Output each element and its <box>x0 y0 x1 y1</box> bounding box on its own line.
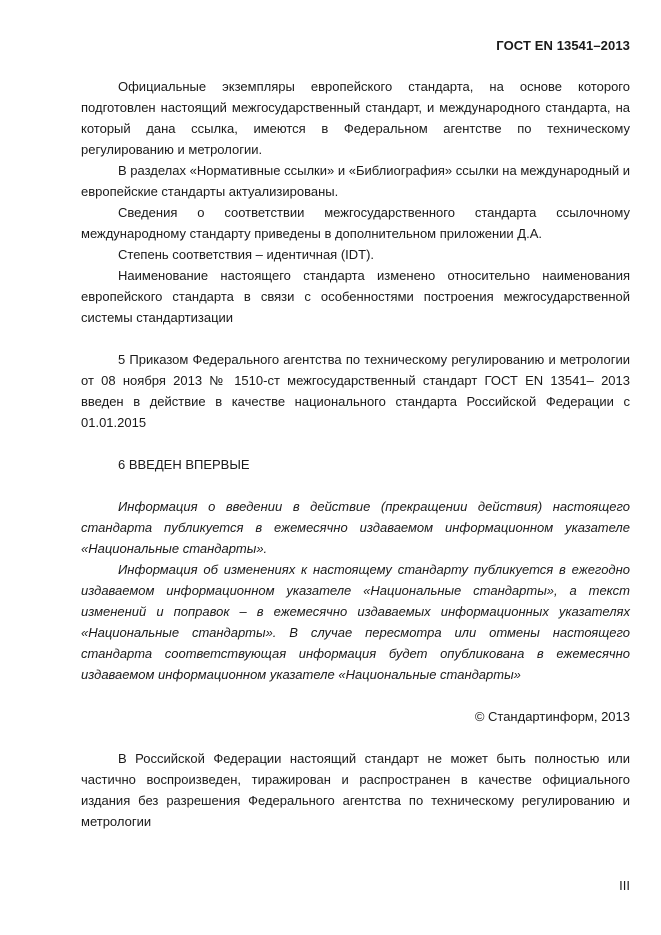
paragraph-conformity-degree: Степень соответствия – идентичная (IDT). <box>118 247 375 262</box>
document-body <box>81 76 630 832</box>
paragraph-info-changes: Информация об изменениях к настоящему стандарту публикуется в ежегодно издаваемом информационном указателе «Национальные стандарты», а текст изменений и поправок – в ежемесячно издаваемых информационных указателях «Национальные стандарты». В случае пересмотра или отмены настоящего стандарта соответствующая информация будет опубликована в ежемесячно издаваемом информационном указателе «Национальные стандарты» <box>81 562 630 682</box>
paragraph-introduced-first: 6 ВВЕДЕН ВПЕРВЫЕ <box>118 457 250 472</box>
paragraph-info-introduction: Информация о введении в действие (прекращении действия) настоящего стандарта публикуется в ежемесячно издаваемом информационном указателе «Национальные стандарты». <box>81 499 630 556</box>
paragraph-official-copies: Официальные экземпляры европейского стандарта, на основе которого подготовлен настоящий межгосударственный стандарт, и международного стандарта, на который дана ссылка, имеются в Федеральном агентстве по техническому регулированию и метрологии. <box>81 79 630 157</box>
paragraph-reproduction-restriction: В Российской Федерации настоящий стандарт не может быть полностью или частично воспроизведен, тиражирован и распространен в качестве официального издания без разрешения Федерального агентства по техническому регулированию и метрологии <box>81 751 630 829</box>
paragraph-order-5: 5 Приказом Федерального агентства по техническому регулированию и метрологии от 08 ноября 2013 № 1510-ст межгосударственный стандарт ГОСТ EN 13541– 2013 введен в действие в качестве национального стандарта Российской Федерации с 01.01.2015 <box>81 352 630 430</box>
paragraph-conformity-info: Сведения о соответствии межгосударственного стандарта ссылочному международному стандарту приведены в дополнительном приложении Д.А. <box>81 205 630 241</box>
paragraph-name-changed: Наименование настоящего стандарта изменено относительно наименования европейского стандарта в связи с особенностями построения межгосударственной системы стандартизации <box>81 268 630 325</box>
copyright-notice: © Стандартинформ, 2013 <box>474 709 630 724</box>
page-number: III <box>619 878 630 893</box>
paragraph-references-updated: В разделах «Нормативные ссылки» и «Библиография» ссылки на международный и европейские стандарты актуализированы. <box>81 163 630 199</box>
document-header: ГОСТ EN 13541–2013 <box>496 38 630 53</box>
